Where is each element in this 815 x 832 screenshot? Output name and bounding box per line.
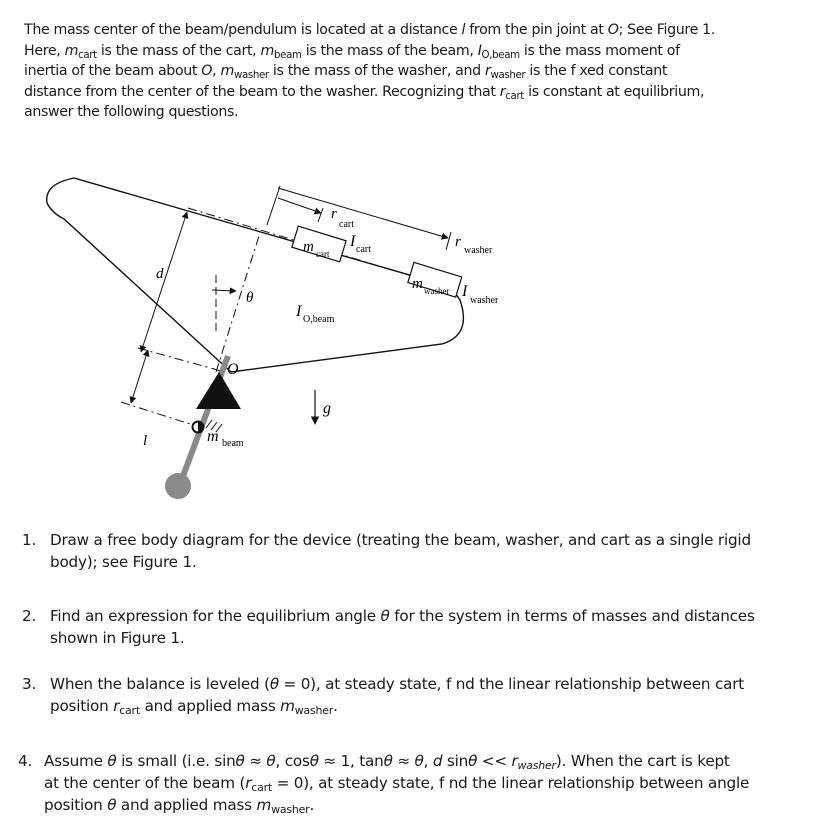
beam-outline [47,178,464,372]
intro-line-4: distance from the center of the beam to the washer. Recognizing that $r_{cart}$ is constant at equilibrium, [24,83,705,102]
hatch-mark [206,420,212,428]
figure-1-diagram [28,168,498,508]
g-label: g [323,400,331,417]
question-1 [22,529,802,573]
intro-line-3: inertia of the beam about O, $m_{washer}$ is the mass of the washer, and $r_{washer}$ is the f xed constant [24,63,668,81]
r-washer-subscript: washer [464,245,493,256]
I-washer-label: I [462,283,468,300]
question-text: When the balance is leveled (θ = 0), at steady state, f nd the linear relationship between cart position $r_{cart}$ and applied mass $m_{washer}$. [50,675,745,717]
m-beam-subscript: beam [222,438,244,449]
I-washer-subscript: washer [470,295,498,306]
question-2 [22,605,802,649]
d-label: d [156,266,164,282]
question-text: Find an expression for the equilibrium angle θ for the system in terms of masses and distances shown in Figure 1. [50,607,755,647]
question-3 [22,673,802,717]
pendulum-bob [165,473,191,499]
r-cart-label: r [331,206,337,222]
question-text: Assume θ is small (i.e. sinθ ≈ θ, cosθ ≈ 1, tanθ ≈ θ, d $\sin\theta << r_{washer}$). When the cart is kept at the center of the beam $(r_{cart} = 0)$, at steady state, f nd the linear relationship between angle position θ and applied mass $m_{washer}$. [44,752,750,816]
intro-line-1: The mass center of the beam/pendulum is located at a distance l from the pin joint at O; See Figure 1. [24,22,715,38]
r-cart-subscript: cart [339,219,354,230]
l-dimension-arrow [131,350,148,403]
intro-line-5: answer the following questions. [24,104,239,120]
I-O-beam-label: I [296,303,302,320]
extension-line [446,232,451,250]
question-4 [18,750,798,816]
extension-line [318,208,323,222]
r-washer-label: r [455,234,461,250]
m-cart-label: m [303,239,314,255]
O-label: O [227,361,239,378]
intro-paragraph [24,20,794,123]
m-cart-subscript: cart [316,249,330,259]
extension-line [267,186,280,225]
m-beam-label: m [207,428,219,445]
question-number: 1. [22,531,37,549]
question-number: 4. [18,752,33,770]
theta-label: θ [246,290,254,306]
intro-line-2: Here, $m_{cart}$ is the mass of the cart, $m_{beam}$ is the mass of the beam, $I_{O,beam}$ is the mass moment of [24,42,680,61]
question-number: 3. [22,675,37,693]
I-O-beam-subscript: O,beam [303,314,335,325]
I-cart-label: I [350,233,356,250]
m-washer-subscript: washer [424,286,450,296]
question-text: Draw a free body diagram for the device (treating the beam, washer, and cart as a single rigid body); see Figure 1. [50,531,751,571]
I-cart-subscript: cart [356,244,371,255]
m-washer-label: m [412,276,423,292]
extension-line [121,402,190,424]
l-label: l [143,433,148,449]
r-cart-dimension-arrow [278,198,321,213]
question-number: 2. [22,607,37,625]
